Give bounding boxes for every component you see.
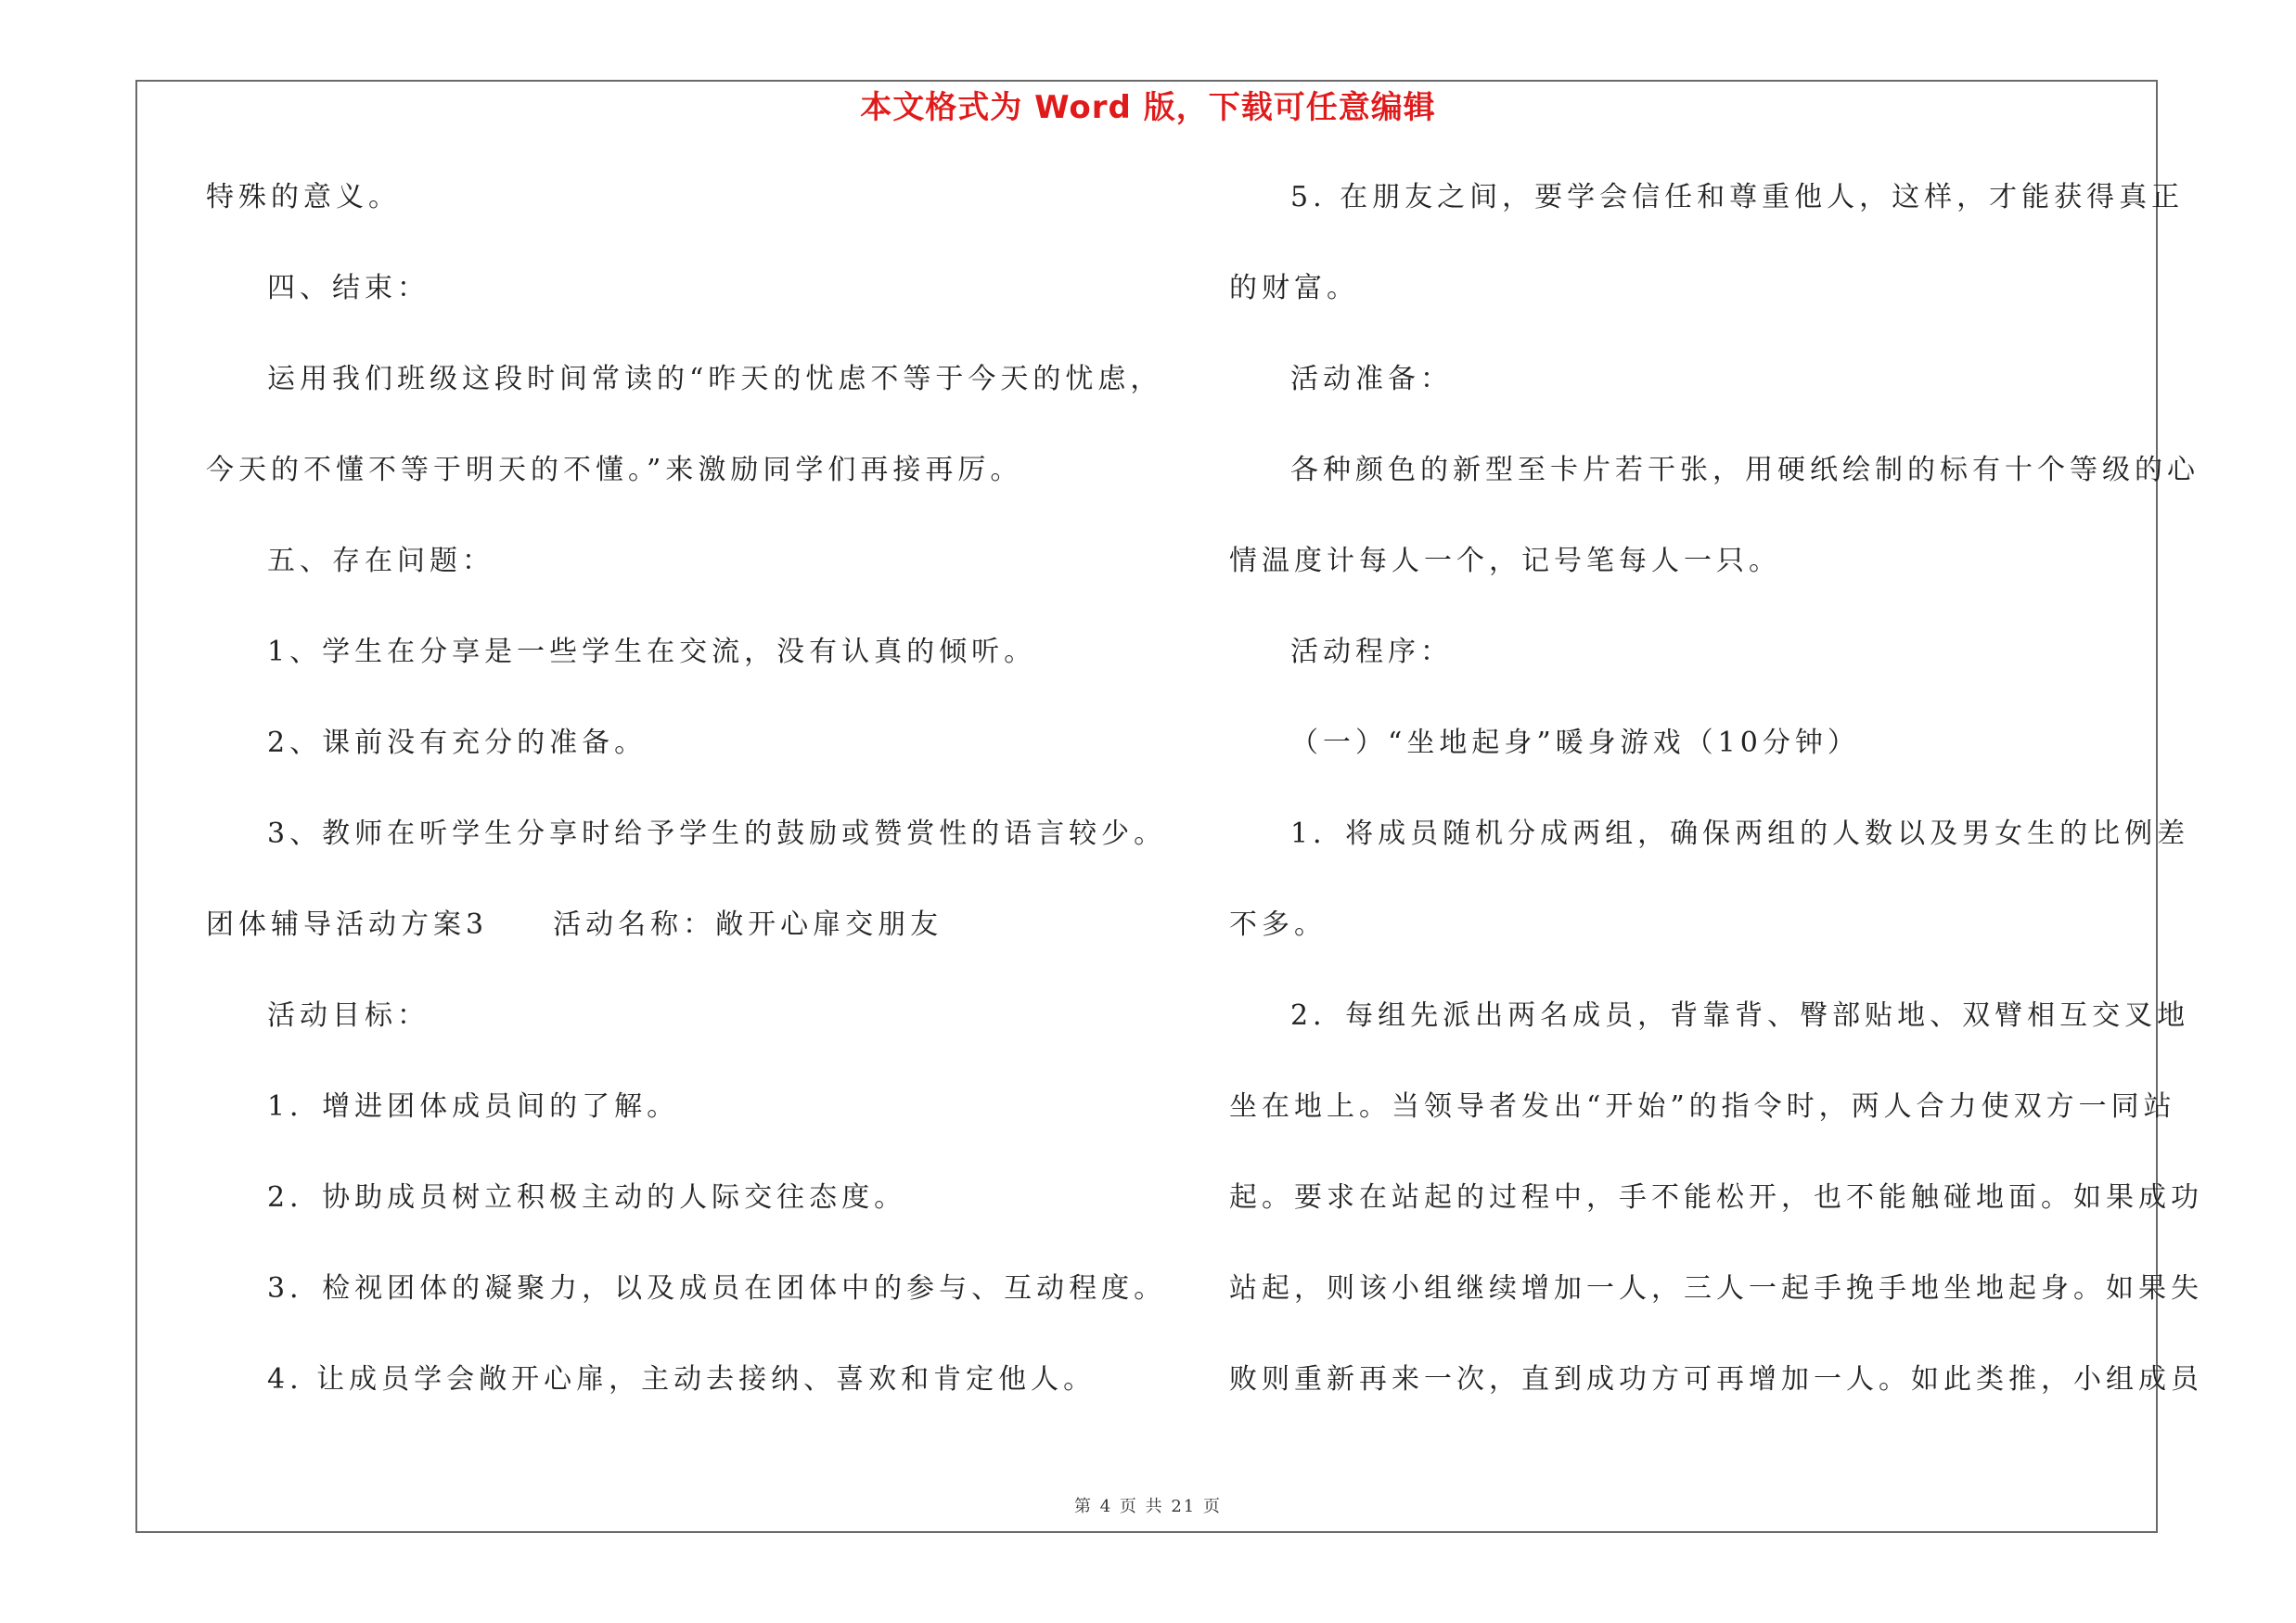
right-text-column [1229,179,2203,1452]
paragraph-line: 站起，则该小组继续增加一人，三人一起手挽手地坐地起身。如果失 [1229,1272,2203,1305]
paragraph-line: 不多。 [1229,908,1327,941]
paragraph-line: 坐在地上。当领导者发出“开始”的指令时，两人合力使双方一同站 [1229,1090,2176,1123]
list-item: 5. 在朋友之间，要学会信任和尊重他人，这样，才能获得真正 [1290,181,2185,213]
paragraph-line: 起。要求在站起的过程中，手不能松开，也不能触碰地面。如果成功 [1229,1181,2203,1214]
paragraph-line: 运用我们班级这段时间常读的“昨天的忧虑不等于今天的忧虑， [267,363,1163,395]
section-heading-problems: 五、存在问题： [267,545,494,577]
list-item: 2、课前没有充分的准备。 [267,727,648,759]
section-heading-preparation: 活动准备： [1290,363,1453,395]
list-item: 4. 让成员学会敞开心扉，主动去接纳、喜欢和肯定他人。 [267,1363,1097,1396]
list-item: 1．将成员随机分成两组，确保两组的人数以及男女生的比例差 [1290,818,2190,850]
left-text-column [206,179,1167,1452]
word-format-banner: 本文格式为 Word 版，下载可任意编辑 [860,89,1436,126]
list-item: 1．增进团体成员间的了解。 [267,1090,680,1123]
paragraph-line: 今天的不懂不等于明天的不懂。”来激励同学们再接再厉。 [206,454,1023,486]
list-item: 3．检视团体的凝聚力，以及成员在团体中的参与、互动程度。 [267,1272,1167,1305]
paragraph-line: 情温度计每人一个，记号笔每人一只。 [1229,545,1781,577]
section-heading-goals: 活动目标： [267,999,430,1032]
list-item: 1、学生在分享是一些学生在交流，没有认真的倾听。 [267,636,1037,668]
paragraph-line: 的财富。 [1229,272,1359,304]
list-item: 2．每组先派出两名成员，背靠背、臀部贴地、双臂相互交叉地 [1290,999,2190,1032]
subsection-heading: （一）“坐地起身”暖身游戏（10分钟） [1290,727,1860,759]
paragraph-line: 各种颜色的新型至卡片若干张，用硬纸绘制的标有十个等级的心 [1290,454,2200,486]
section-heading-conclusion: 四、结束： [267,272,430,304]
page-number-footer: 第 4 页 共 21 页 [1074,1497,1222,1516]
list-item: 2．协助成员树立积极主动的人际交往态度。 [267,1181,907,1214]
paragraph-line: 败则重新再来一次，直到成功方可再增加一人。如此类推，小组成员 [1229,1363,2203,1396]
plan-title-line: 团体辅导活动方案3 活动名称：敞开心扉交朋友 [206,908,943,941]
paragraph-line: 特殊的意义。 [206,181,401,213]
section-heading-procedure: 活动程序： [1290,636,1453,668]
list-item: 3、教师在听学生分享时给予学生的鼓励或赞赏性的语言较少。 [267,818,1167,850]
